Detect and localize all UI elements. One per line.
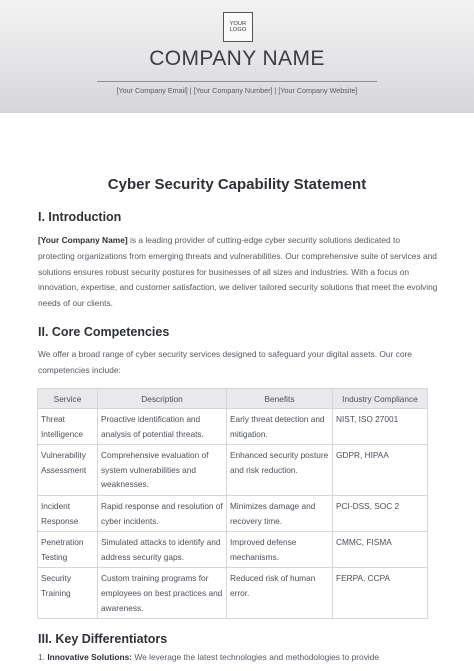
logo-text-line1: YOUR <box>229 20 247 27</box>
cell-description: Proactive identification and analysis of potential threats. <box>98 409 227 445</box>
logo-text-line2: LOGO <box>229 27 247 33</box>
cell-compliance: FERPA, CCPA <box>333 568 428 619</box>
cell-compliance: CMMC, FISMA <box>333 532 428 568</box>
list-item-text: We leverage the latest technologies and methodologies to provide <box>132 652 380 662</box>
cell-service: Penetration Testing <box>38 532 98 568</box>
core-competencies-table <box>37 388 428 619</box>
cell-description: Rapid response and resolution of cyber incidents. <box>98 495 227 531</box>
cell-compliance: GDPR, HIPAA <box>333 445 428 496</box>
list-item-title: Innovative Solutions: <box>47 652 133 662</box>
cell-benefits: Early threat detection and mitigation. <box>227 409 333 445</box>
cell-benefits: Reduced risk of human error. <box>227 568 333 619</box>
table-header-row <box>38 389 428 409</box>
cell-service: Threat Intelligence <box>38 409 98 445</box>
cell-compliance: NIST, ISO 27001 <box>333 409 428 445</box>
cell-service: Incident Response <box>38 495 98 531</box>
list-item <box>38 650 438 665</box>
cell-description: Custom training programs for employees on best practices and awareness. <box>98 568 227 619</box>
header-divider <box>97 81 377 82</box>
cell-service: Security Training <box>38 568 98 619</box>
column-header-service: Service <box>38 389 98 409</box>
column-header-description: Description <box>98 389 227 409</box>
table-row <box>38 445 428 496</box>
cell-compliance: PCI-DSS, SOC 2 <box>333 495 428 531</box>
section-heading-core-competencies: II. Core Competencies <box>38 325 170 339</box>
cell-benefits: Improved defense mechanisms. <box>227 532 333 568</box>
table-row <box>38 568 428 619</box>
table-row <box>38 532 428 568</box>
company-logo-placeholder <box>223 12 253 42</box>
section-heading-key-differentiators: III. Key Differentiators <box>38 632 168 646</box>
document-title: Cyber Security Capability Statement <box>107 176 367 193</box>
section-heading-introduction: I. Introduction <box>38 210 122 224</box>
table-row <box>38 409 428 445</box>
column-header-industry-compliance: Industry Compliance <box>333 389 428 409</box>
cell-description: Simulated attacks to identify and address security gaps. <box>98 532 227 568</box>
cell-benefits: Minimizes damage and recovery time. <box>227 495 333 531</box>
company-name-placeholder: [Your Company Name] <box>38 235 128 245</box>
table-row <box>38 495 428 531</box>
cell-benefits: Enhanced security posture and risk reduction. <box>227 445 333 496</box>
company-contact-line: [Your Company Email] | [Your Company Number] | [Your Company Website] <box>116 86 358 95</box>
introduction-text: is a leading provider of cutting-edge cyber security solutions dedicated to protecting organizations from emerging threats and vulnerabilities. Our comprehensive suite of services and solutions ensures robust security postures for businesses of all sizes and industries. With a focus on innovation, expertise, and customer satisfaction, we deliver tailored security solutions that meet the evolving needs of our clients. <box>38 235 438 309</box>
competencies-intro: We offer a broad range of cyber security services designed to safeguard your digital assets. Our core competencies include: <box>38 349 412 375</box>
differentiators-list <box>38 650 438 665</box>
column-header-benefits: Benefits <box>227 389 333 409</box>
list-item-number: 1. <box>38 652 45 662</box>
introduction-paragraph <box>38 233 438 312</box>
cell-description: Comprehensive evaluation of system vulnerabilities and weaknesses. <box>98 445 227 496</box>
company-name: COMPANY NAME <box>149 47 325 70</box>
letterhead <box>0 0 474 113</box>
cell-service: Vulnerability Assessment <box>38 445 98 496</box>
